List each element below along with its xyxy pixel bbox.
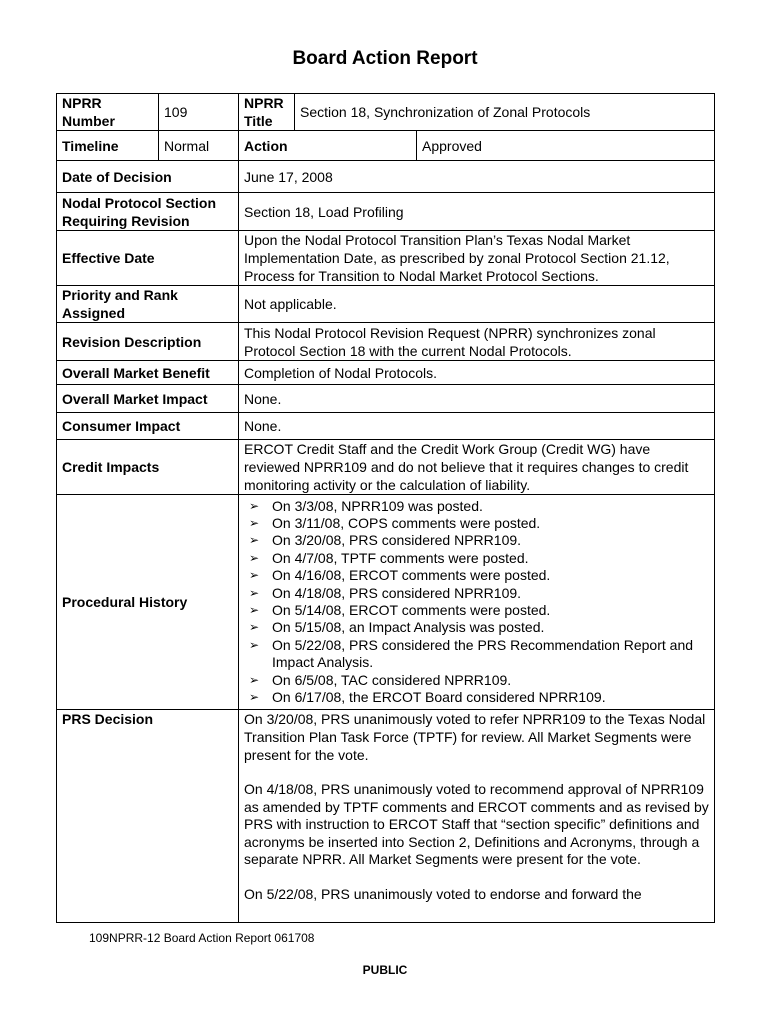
- benefit-label: Overall Market Benefit: [57, 361, 239, 385]
- prs-decision-paragraph: On 3/20/08, PRS unanimously voted to refer NPRR109 to the Texas Nodal Transition Plan Task Force (TPTF) for review. All Market Segments were present for the vote.: [244, 711, 706, 763]
- nprr-title-label: NPRR Title: [239, 94, 295, 131]
- arrow-bullet-icon: ➢: [249, 672, 260, 687]
- procedural-history-text: On 3/11/08, COPS comments were posted.: [272, 514, 541, 531]
- section-label: Nodal Protocol Section Requiring Revision: [57, 193, 239, 231]
- revision-label: Revision Description: [57, 323, 239, 361]
- action-value: Approved: [417, 131, 715, 161]
- timeline-value: Normal: [159, 131, 239, 161]
- procedural-history-item: [244, 498, 709, 515]
- procedural-history-text: On 6/5/08, TAC considered NPRR109.: [272, 671, 512, 688]
- arrow-bullet-icon: ➢: [249, 637, 260, 652]
- row-benefit: [57, 361, 715, 385]
- procedural-history-item: [244, 602, 709, 619]
- procedural-value: [239, 495, 715, 710]
- row-impact: [57, 385, 715, 413]
- procedural-history-item: [244, 567, 709, 584]
- procedural-history-text: On 3/20/08, PRS considered NPRR109.: [272, 532, 522, 549]
- nprr-number-label: NPRR Number: [57, 94, 159, 131]
- page-title: Board Action Report: [292, 48, 478, 69]
- timeline-label: Timeline: [57, 131, 159, 161]
- procedural-history-item: [244, 672, 709, 689]
- priority-label: Priority and Rank Assigned: [57, 286, 239, 323]
- procedural-history-text: On 4/7/08, TPTF comments were posted.: [272, 549, 529, 566]
- row-effective-date: [57, 231, 715, 286]
- prs-label: PRS Decision: [57, 710, 239, 923]
- procedural-history-item: [244, 585, 709, 602]
- procedural-history-text: On 4/16/08, ERCOT comments were posted.: [272, 567, 551, 584]
- arrow-bullet-icon: ➢: [249, 568, 260, 583]
- date-of-decision-value: June 17, 2008: [239, 161, 715, 193]
- procedural-history-text: On 5/15/08, an Impact Analysis was posted.: [272, 619, 545, 636]
- row-nprr: [57, 94, 715, 131]
- benefit-value: Completion of Nodal Protocols.: [239, 361, 715, 385]
- revision-value: This Nodal Protocol Revision Request (NPRR) synchronizes zonal Protocol Section 18 with the current Nodal Protocols.: [239, 323, 715, 361]
- row-timeline: [57, 131, 715, 161]
- procedural-history-list: [244, 498, 709, 707]
- procedural-history-text: On 6/17/08, the ERCOT Board considered NPRR109.: [272, 689, 606, 706]
- procedural-history-item: [244, 550, 709, 567]
- row-date-of-decision: [57, 161, 715, 193]
- arrow-bullet-icon: ➢: [249, 603, 260, 617]
- impact-value: None.: [239, 385, 715, 413]
- footer-doc-id: 109NPRR-12 Board Action Report 061708: [89, 931, 315, 945]
- effective-date-value: Upon the Nodal Protocol Transition Plan’s Texas Nodal Market Implementation Date, as prescribed by zonal Protocol Section 21.12, Process for Transition to Nodal Market Protocol Sections.: [239, 231, 715, 286]
- procedural-history-text: On 4/18/08, PRS considered NPRR109.: [272, 584, 522, 601]
- nprr-title-value: Section 18, Synchronization of Zonal Protocols: [295, 94, 715, 131]
- action-label: Action: [239, 131, 417, 161]
- row-consumer: [57, 413, 715, 440]
- row-section: [57, 193, 715, 231]
- row-credit: [57, 440, 715, 495]
- procedural-history-item: [244, 532, 709, 549]
- row-revision: [57, 323, 715, 361]
- procedural-history-item: [244, 619, 709, 636]
- priority-value: Not applicable.: [239, 286, 715, 323]
- consumer-value: None.: [239, 413, 715, 440]
- report-table: [56, 93, 715, 923]
- arrow-bullet-icon: ➢: [249, 550, 260, 565]
- consumer-label: Consumer Impact: [57, 413, 239, 440]
- section-value: Section 18, Load Profiling: [239, 193, 715, 231]
- arrow-bullet-icon: ➢: [249, 690, 260, 705]
- procedural-history-text: On 5/14/08, ERCOT comments were posted.: [272, 602, 551, 618]
- arrow-bullet-icon: ➢: [249, 620, 260, 635]
- procedural-history-text: On 5/22/08, PRS considered the PRS Recommendation Report and Impact Analysis.: [272, 636, 694, 671]
- prs-decision-paragraph: On 4/18/08, PRS unanimously voted to recommend approval of NPRR109 as amended by TPTF comments and ERCOT comments and as revised by PRS with instruction to ERCOT Staff that “section specific” definitions and acronyms be inserted into Section 2, Definitions and Acronyms, through a separate NPRR. All Market Segments were present for the vote.: [244, 781, 709, 868]
- procedural-history-text: On 3/3/08, NPRR109 was posted.: [272, 497, 483, 514]
- impact-label: Overall Market Impact: [57, 385, 239, 413]
- date-of-decision-label: Date of Decision: [57, 161, 239, 193]
- arrow-bullet-icon: ➢: [249, 585, 260, 600]
- procedural-history-item: [244, 637, 709, 672]
- nprr-number-value: 109: [159, 94, 239, 131]
- procedural-history-item: [244, 689, 709, 706]
- prs-decision-paragraph: On 5/22/08, PRS unanimously voted to endorse and forward the: [244, 886, 642, 903]
- arrow-bullet-icon: ➢: [249, 515, 260, 530]
- arrow-bullet-icon: ➢: [249, 533, 260, 548]
- arrow-bullet-icon: ➢: [249, 498, 260, 513]
- credit-value: ERCOT Credit Staff and the Credit Work Group (Credit WG) have reviewed NPRR109 and do not believe that it requires changes to credit monitoring activity or the calculation of liability.: [239, 440, 715, 495]
- prs-decision-value: [239, 710, 715, 923]
- classification-label: PUBLIC: [362, 963, 408, 977]
- row-priority: [57, 286, 715, 323]
- procedural-history-item: [244, 515, 709, 532]
- row-procedural-history: [57, 495, 715, 710]
- row-prs-decision: [57, 710, 715, 923]
- credit-label: Credit Impacts: [57, 440, 239, 495]
- procedural-label: Procedural History: [57, 495, 239, 710]
- effective-date-label: Effective Date: [57, 231, 239, 286]
